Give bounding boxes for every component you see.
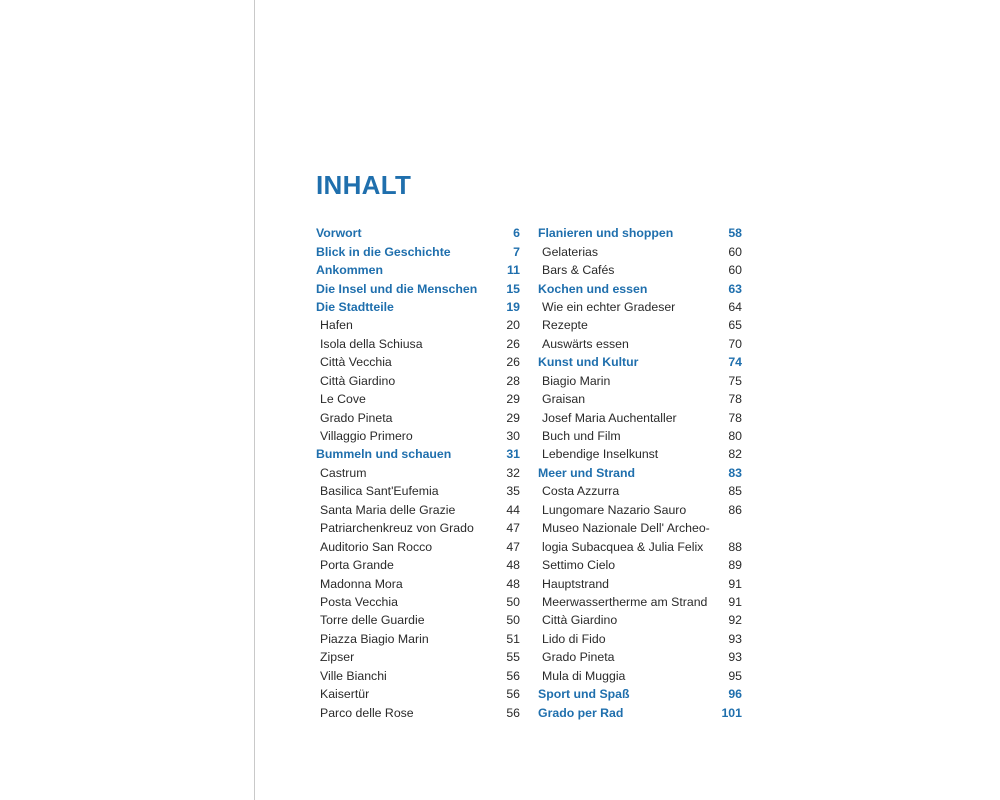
toc-entry-label: Blick in die Geschichte [316,244,451,259]
toc-page-number: 64 [728,299,742,314]
toc-page-number: 50 [506,613,520,628]
toc-page-number: 60 [728,263,742,278]
toc-entry-label: Grado Pineta [320,410,393,425]
toc-entry-label: Lungomare Nazario Sauro [542,502,687,517]
toc-page-number: 15 [506,281,520,296]
toc-entry-label: Settimo Cielo [542,558,616,573]
toc-page-number: 35 [506,484,520,499]
toc-subentry[interactable] [538,574,742,592]
toc-page-number: 95 [728,668,742,683]
toc-entry-label: Museo Nazionale Dell' Archeo- [542,521,710,536]
toc-page-number: 80 [728,429,742,444]
toc-entry-label: Porta Grande [320,558,394,573]
toc-page-number: 93 [728,631,742,646]
toc-entry-label: Buch und Film [542,429,621,444]
toc-subentry[interactable] [316,556,520,574]
toc-page-number: 26 [506,355,520,370]
toc-subentry[interactable] [316,667,520,685]
toc-entry-label: Kunst und Kultur [538,355,639,370]
toc-chapter-entry[interactable] [538,353,742,371]
toc-entry-label: Vorwort [316,226,362,241]
toc-entry-label: Castrum [320,465,367,480]
toc-entry-label: Meerwassertherme am Strand [542,594,708,609]
toc-entry-label: Sport und Spaß [538,687,630,702]
toc-page-number: 93 [728,650,742,665]
toc-chapter-entry[interactable] [538,279,742,297]
toc-left-column [316,224,520,722]
toc-page-number: 85 [728,484,742,499]
toc-page-number: 29 [506,410,520,425]
toc-subentry[interactable] [316,685,520,703]
toc-entry-label: Grado per Rad [538,705,624,720]
toc-page-number: 32 [506,465,520,480]
toc-page-number: 30 [506,429,520,444]
toc-subentry[interactable] [538,335,742,353]
toc-page-number: 28 [506,373,520,388]
toc-page-number: 91 [728,576,742,591]
toc-page-number: 7 [513,244,520,259]
toc-entry-label: Le Cove [320,392,366,407]
toc-entry-label: Hauptstrand [542,576,609,591]
toc-entry-label: Bummeln und schauen [316,447,452,462]
toc-subentry[interactable] [316,390,520,408]
toc-page-number: 29 [506,392,520,407]
toc-page-number: 55 [506,650,520,665]
toc-subentry[interactable] [316,427,520,445]
toc-subentry[interactable] [316,372,520,390]
toc-chapter-entry[interactable] [316,279,520,297]
toc-subentry[interactable] [316,464,520,482]
toc-entry-label: Posta Vecchia [320,594,398,609]
toc-subentry[interactable] [316,519,520,537]
toc-page-number: 31 [506,447,520,462]
toc-subentry[interactable] [538,611,742,629]
toc-entry-label: Flanieren und shoppen [538,226,674,241]
toc-chapter-entry[interactable] [316,261,520,279]
toc-entry-label: Meer und Strand [538,465,636,480]
toc-subentry[interactable] [316,593,520,611]
toc-page-number: 78 [728,410,742,425]
toc-page-number: 11 [507,263,520,278]
toc-page-number: 48 [506,558,520,573]
toc-page-number: 86 [728,502,742,517]
toc-entry-label: Santa Maria delle Grazie [320,502,456,517]
toc-subentry[interactable] [538,501,742,519]
toc-page-number: 44 [506,502,520,517]
toc-entry-label: logia Subacquea & Julia Felix [542,539,704,554]
toc-subentry[interactable] [538,427,742,445]
toc-chapter-entry[interactable] [316,298,520,316]
toc-page-number: 6 [513,226,520,241]
toc-page-number: 70 [728,336,742,351]
toc-subentry[interactable] [538,372,742,390]
toc-chapter-entry[interactable] [316,242,520,260]
toc-page-number: 58 [728,226,742,241]
toc-entry-label: Ville Bianchi [320,668,387,683]
toc-subentry[interactable] [538,298,742,316]
toc-page-number: 56 [506,668,520,683]
toc-subentry[interactable] [538,408,742,426]
toc-entry-label: Die Stadtteile [316,299,394,314]
toc-page-number: 83 [728,465,742,480]
toc-page-number: 75 [728,373,742,388]
toc-subentry[interactable] [316,611,520,629]
toc-entry-label: Mula di Muggia [542,668,626,683]
toc-entry-label: Graisan [542,392,586,407]
toc-page-number: 65 [728,318,742,333]
toc-page-number: 47 [506,539,520,554]
toc-subentry[interactable] [316,574,520,592]
toc-page-number: 20 [506,318,520,333]
toc-entry-label: Auditorio San Rocco [320,539,433,554]
toc-entry-label: Lido di Fido [542,631,606,646]
toc-subentry[interactable] [538,667,742,685]
toc-entry-label: Josef Maria Auchentaller [542,410,677,425]
toc-entry-label: Rezepte [542,318,588,333]
toc-entry-label: Bars & Cafés [542,263,615,278]
toc-page-number: 101 [721,705,742,720]
toc-page-number: 47 [506,521,520,536]
toc-page-number: 19 [506,299,520,314]
toc-entry-label: Biagio Marin [542,373,611,388]
toc-page-number: 26 [506,336,520,351]
page-gutter-line [254,0,255,800]
toc-entry-label: Ankommen [316,263,383,278]
toc-entry-label: Kochen und essen [538,281,648,296]
toc-page-number: 92 [728,613,742,628]
toc-entry-label: Basilica Sant'Eufemia [320,484,439,499]
toc-subentry[interactable] [316,335,520,353]
toc-entry-label: Villaggio Primero [320,429,413,444]
toc-subentry[interactable] [538,242,742,260]
toc-subentry[interactable] [538,390,742,408]
toc-subentry[interactable] [538,593,742,611]
toc-page-number: 63 [728,281,742,296]
toc-page-number: 91 [728,594,742,609]
toc-page-number: 74 [728,355,742,370]
toc-entry-label: Patriarchenkreuz von Grado [320,521,474,536]
toc-subentry[interactable] [316,316,520,334]
toc-subentry[interactable] [538,537,742,555]
toc-entry-label: Auswärts essen [542,336,629,351]
toc-subentry[interactable] [538,630,742,648]
toc-chapter-entry[interactable] [316,445,520,463]
toc-entry-label: Kaisertür [320,687,370,702]
toc-page-number: 88 [728,539,742,554]
toc-subentry[interactable] [538,556,742,574]
toc-subentry[interactable] [316,501,520,519]
toc-page-number: 82 [728,447,742,462]
toc-page-number: 48 [506,576,520,591]
toc-page-number: 78 [728,392,742,407]
toc-subentry[interactable] [316,703,520,721]
toc-chapter-entry[interactable] [538,464,742,482]
toc-entry-label: Madonna Mora [320,576,403,591]
toc-entry-label: Die Insel und die Menschen [316,281,478,296]
toc-subentry[interactable] [538,316,742,334]
toc-entry-label: Wie ein echter Gradeser [542,299,676,314]
toc-subentry[interactable] [538,261,742,279]
toc-subentry[interactable] [538,648,742,666]
toc-entry-label: Parco delle Rose [320,705,414,720]
toc-entry-label: Torre delle Guardie [320,613,425,628]
toc-entry-label: Gelaterias [542,244,599,259]
toc-entry-label: Piazza Biagio Marin [320,631,429,646]
toc-chapter-entry[interactable] [538,685,742,703]
toc-entry-label: Isola della Schiusa [320,336,423,351]
toc-page-number: 89 [728,558,742,573]
toc-page-number: 56 [506,705,520,720]
toc-subentry[interactable] [316,537,520,555]
toc-subentry[interactable] [316,648,520,666]
toc-subentry[interactable] [316,630,520,648]
toc-entry-label: Hafen [320,318,353,333]
toc-page-number: 60 [728,244,742,259]
toc-chapter-entry[interactable] [316,224,520,242]
toc-chapter-entry[interactable] [538,703,742,721]
toc-subentry[interactable] [316,353,520,371]
toc-entry-label: Città Giardino [542,613,618,628]
toc-page-number: 50 [506,594,520,609]
toc-entry-label: Lebendige Inselkunst [542,447,659,462]
toc-page-number: 51 [506,631,520,646]
toc-subentry[interactable] [316,482,520,500]
toc-entry-label: Zipser [320,650,355,665]
toc-chapter-entry[interactable] [538,224,742,242]
toc-entry-label: Grado Pineta [542,650,615,665]
toc-page-number: 96 [728,687,742,702]
toc-subentry[interactable] [538,519,742,537]
toc-subentry[interactable] [538,482,742,500]
toc-entry-label: Costa Azzurra [542,484,620,499]
toc-entry-label: Città Giardino [320,373,396,388]
toc-page-number: 56 [506,687,520,702]
toc-right-column [538,224,742,722]
toc-subentry[interactable] [538,445,742,463]
toc-subentry[interactable] [316,408,520,426]
toc-entry-label: Città Vecchia [320,355,392,370]
page-title: INHALT [316,170,412,200]
